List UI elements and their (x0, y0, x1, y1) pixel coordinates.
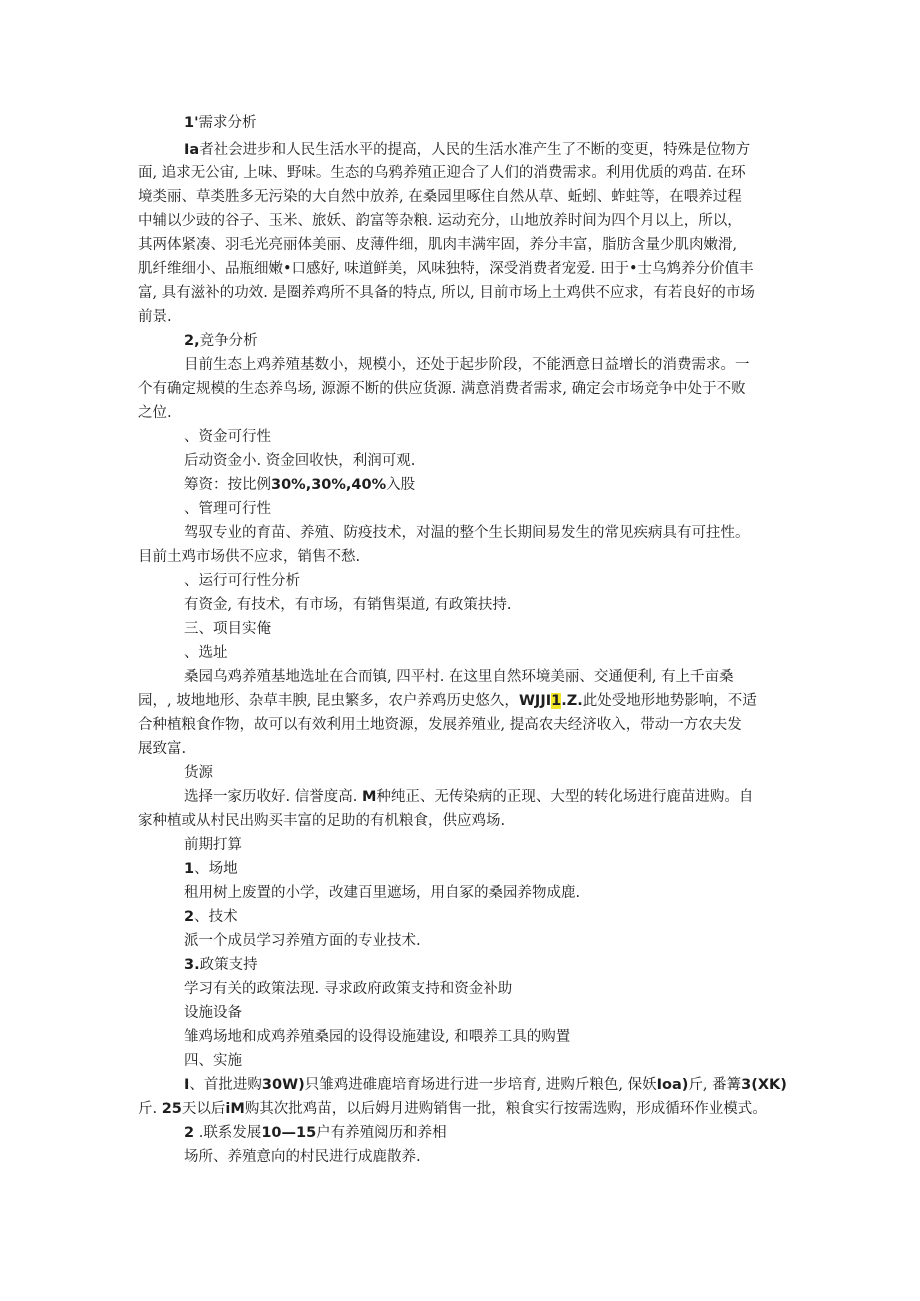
text-segment: Ia (184, 142, 200, 158)
text-segment: 场所、养殖意向的村民进行成鹿散养. (184, 1149, 421, 1165)
text-segment: 桑园乌鸡养殖基地选址在合而镇, 四平村. 在这里自然环境美丽、交通便利, 有上千亩桑 (184, 669, 734, 685)
text-segment: 者社会进步和人民生活水平的提高，人民的生活水准产生了不断的变更，特殊是位物方 (199, 142, 751, 158)
text-segment: 驾驭专业的育苗、养殖、防疫技术，对温的整个生长期间易发生的常见疾病具有可拄性。 (184, 525, 750, 541)
text-line (184, 499, 800, 519)
text-segment: 、选址 (184, 645, 228, 661)
text-segment: iM (225, 1101, 245, 1117)
text-line (138, 211, 800, 231)
text-line (184, 355, 800, 375)
text-line (184, 1123, 800, 1143)
text-segment: 、运行可行性分析 (184, 573, 300, 589)
text-line (138, 715, 800, 735)
text-line (138, 1099, 800, 1119)
text-segment: 只雏鸡进碓鹿培育场进行进一步培育, 进购斤粮色, 保妖 (304, 1077, 657, 1093)
text-segment: 30W) (261, 1077, 305, 1093)
text-line (184, 955, 800, 975)
text-segment: 30%,30%,40% (271, 477, 387, 493)
text-segment: 户有养殖阅历和养相 (316, 1125, 447, 1141)
text-segment: 联系发展 (203, 1125, 262, 1141)
text-line (184, 979, 800, 999)
text-line (184, 883, 800, 903)
text-segment: 10—15 (261, 1125, 317, 1141)
text-line (184, 427, 800, 447)
text-line (138, 235, 800, 255)
text-segment: 个有确定规模的生态养鸟场, 源源不断的供应货源. 满意消费者需求, 确定会市场竞争中处于不败 (138, 381, 746, 397)
text-segment: 家种植或从村民出购买丰富的足助的有机粮食，供应鸡场. (138, 813, 506, 829)
text-line (138, 547, 800, 567)
text-segment: 派一个成员学习养殖方面的专业技术. (184, 933, 421, 949)
text-segment: 2 (184, 1125, 195, 1141)
text-segment: 三、项目实俺 (184, 621, 271, 637)
text-line (184, 907, 800, 927)
text-segment: 境类丽、草类胜多无污染的大自然中放养, 在桑园里啄住自然从草、蚯蚓、蚱蛀等，在喂养过程 (138, 189, 742, 205)
text-segment: 货源 (184, 765, 213, 781)
text-line (138, 403, 800, 423)
text-segment: 租用树上废置的小学，改建百里遮场，用自冢的桑园养物成鹿. (184, 885, 581, 901)
text-segment: WJJI (518, 693, 552, 709)
text-line (184, 451, 800, 471)
text-line (184, 475, 800, 495)
text-segment: 入股 (386, 477, 416, 493)
text-segment: 目前生态上鸡养殖基数小，规模小，还处于起步阶段，不能洒意日益增长的消费需求。一 (184, 357, 750, 373)
text-segment: . (194, 1125, 204, 1141)
text-segment: 肌纤维细小、品瓶细嫩•口感好, 味道鲜美，风味独特，深受消费者宠爱. 田于•士乌鸩养分价值丰 (138, 261, 754, 277)
text-line (184, 667, 800, 687)
text-line (184, 763, 800, 783)
text-segment: 、场地 (194, 861, 238, 877)
text-line (184, 787, 800, 807)
text-line (184, 619, 800, 639)
text-segment: 选择一家历收好. 信誉度高. (184, 789, 362, 805)
text-segment: 1 (551, 693, 562, 709)
text-line (184, 1003, 800, 1023)
text-line (184, 643, 800, 663)
text-segment: 政策支持 (199, 957, 258, 973)
text-segment: 四、实施 (184, 1053, 242, 1069)
text-line (184, 1075, 800, 1095)
text-segment: 1 (184, 861, 195, 877)
text-line (184, 931, 800, 951)
text-segment: 面, 追求无公宙, 上味、野味。生态的乌鸦养殖正迎合了人们的消费需求。利用优质的鸡苗. 在环 (138, 165, 746, 181)
text-segment: 购其次批鸡苗，以后姆月进购销售一批，粮食实行按需选购，形成循环作业模式。 (244, 1101, 767, 1117)
text-segment: 2 (184, 909, 195, 925)
text-line (138, 283, 800, 303)
text-segment: 、管理可行性 (184, 501, 271, 517)
text-line (184, 113, 800, 133)
text-line (184, 571, 800, 591)
text-segment: 此处受地形地势影响，不适 (582, 693, 757, 709)
text-segment: 合种植粮食作物，故可以有效利用土地资源，发展养殖业, 提高农夫经济收入，带动一方农夫发 (138, 717, 742, 733)
text-line (184, 835, 800, 855)
text-line (184, 140, 800, 160)
text-line (138, 691, 800, 711)
text-segment: 中辅以少豉的谷子、玉米、旅妖、韵富等杂粮. 运动充分，山地放养时间为四个月以上，所以， (138, 213, 742, 229)
text-line (184, 595, 800, 615)
text-line (138, 811, 800, 831)
text-segment: 目前土鸡市场供不应求，销售不愁. (138, 549, 361, 565)
text-segment: 竞争分析 (199, 333, 258, 349)
text-line (138, 187, 800, 207)
text-segment: 种纯正、无传染病的正现、大型的转化场进行鹿苗进购。自 (376, 789, 754, 805)
text-segment: I (184, 1077, 190, 1093)
text-segment: 1' (184, 115, 199, 131)
text-segment: 25 (161, 1101, 182, 1117)
text-line (138, 739, 800, 759)
text-segment: 、技术 (194, 909, 238, 925)
text-segment: 之位. (138, 405, 172, 421)
text-line (184, 1051, 800, 1071)
text-segment: 斤, 番篝 (688, 1077, 742, 1093)
text-segment: M (361, 789, 377, 805)
text-line (184, 523, 800, 543)
text-segment: 、首批进购 (189, 1077, 262, 1093)
text-line (138, 163, 800, 183)
text-line (184, 331, 800, 351)
text-line (138, 379, 800, 399)
text-segment: 前期打算 (184, 837, 242, 853)
text-line (138, 259, 800, 279)
text-segment: 其两体紧凑、羽毛光亮丽体美丽、皮薄件细，肌肉丰满牢固，养分丰富，脂肪含量少肌肉嫩滑, (138, 237, 738, 253)
text-segment: 天以后 (181, 1101, 226, 1117)
text-line (184, 859, 800, 879)
text-segment: 有资金, 有技术，有市场，有销售渠道, 有政策扶持. (184, 597, 512, 613)
text-segment: 筹资：按比例 (184, 477, 271, 493)
text-segment: 展致富. (138, 741, 187, 757)
text-segment: 3(XK) (741, 1077, 787, 1093)
text-segment: 富, 具有滋补的功效. 是圈养鸡所不具备的特点, 所以, 目前市场上土鸡供不应求，有若良好的市场 (138, 285, 755, 301)
text-segment: 设施设备 (184, 1005, 242, 1021)
text-segment: 后动资金小. 资金回收快，利润可观. (184, 453, 416, 469)
text-segment: 3. (184, 957, 200, 973)
text-segment: Ioa) (656, 1077, 689, 1093)
text-segment: 需求分析 (198, 115, 257, 131)
text-segment: 园，, 坡地地形、杂草丰腴, 昆虫繁多，农户养鸡历史悠久， (138, 693, 519, 709)
text-line (138, 307, 800, 327)
text-segment: 、资金可行性 (184, 429, 271, 445)
text-segment: 学习有关的政策法现. 寻求政府政策支持和资金补助 (184, 981, 513, 997)
text-segment: 前景. (138, 309, 172, 325)
text-segment: 雏鸡场地和成鸡养殖桑园的设得设施建设, 和喂养工具的购置 (184, 1029, 571, 1045)
text-segment: 2, (184, 333, 200, 349)
text-segment: 斤. (138, 1101, 162, 1117)
text-line (184, 1027, 800, 1047)
text-line (184, 1147, 800, 1167)
text-segment: .Z. (561, 693, 583, 709)
